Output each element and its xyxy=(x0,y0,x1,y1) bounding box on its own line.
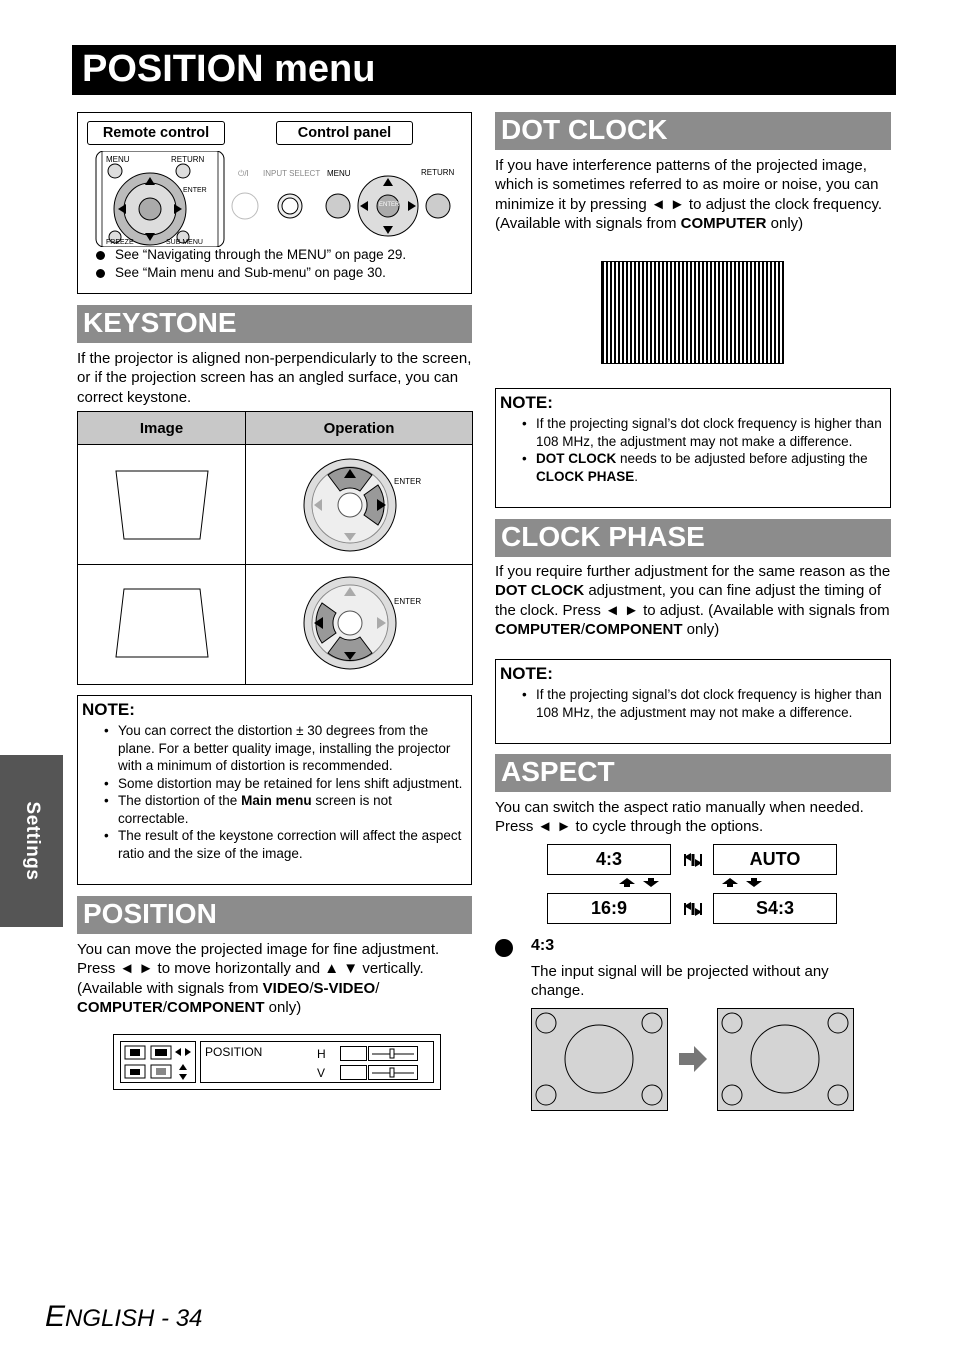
osd-v-label: V xyxy=(317,1066,326,1080)
aspect-option-auto: AUTO xyxy=(713,844,837,875)
clock-phase-description: If you require further adjustment for the same reason as the DOT CLOCK adjustment, you can fine adjust the timing of the clock. Press ◄ ► to adjust. (Available with signals from COMPUTER/COMPONENT only) xyxy=(495,563,891,638)
osd-v-slider xyxy=(368,1065,418,1080)
dot-clock-note-title: NOTE: xyxy=(500,393,553,412)
panel-power-key: ⏻/I xyxy=(238,169,249,178)
osd-v-value-box xyxy=(340,1065,367,1080)
osd-position-label: POSITION xyxy=(205,1045,263,1059)
keystone-note-item: • The result of the keystone correction will affect the aspect ratio and the size of the image. xyxy=(118,827,465,862)
keystone-note-title: NOTE: xyxy=(82,700,135,719)
keystone-trapezoid-top-wide xyxy=(78,445,245,559)
control-panel-label: Control panel xyxy=(276,121,413,145)
keystone-note-box xyxy=(77,695,472,885)
keystone-trapezoid-bottom-wide xyxy=(78,565,245,679)
osd-h-slider xyxy=(368,1046,418,1061)
keystone-heading: KEYSTONE xyxy=(77,305,472,343)
clock-phase-heading: CLOCK PHASE xyxy=(495,519,891,557)
dot-clock-note-item: • DOT CLOCK needs to be adjusted before adjusting the CLOCK PHASE. xyxy=(536,450,884,485)
aspect-item-bullet xyxy=(495,939,513,957)
remote-freeze-key: FREEZE xyxy=(106,239,134,245)
aspect-option-16-9: 16:9 xyxy=(547,893,671,924)
page-title: POSITION menu xyxy=(72,45,896,95)
clock-phase-note-title: NOTE: xyxy=(500,664,553,683)
remote-menu-key: MENU xyxy=(106,155,130,164)
aspect-item-title: 4:3 xyxy=(531,937,555,954)
remote-return-key: RETURN xyxy=(171,155,205,164)
aspect-item-text: The input signal will be projected without any change. xyxy=(531,963,829,1000)
keystone-enter-label-2: ENTER xyxy=(394,597,422,606)
dot-clock-note-box xyxy=(495,388,891,508)
osd-h-label: H xyxy=(317,1047,326,1061)
aspect-option-4-3: 4:3 xyxy=(547,844,671,875)
osd-icon-panel xyxy=(120,1041,196,1083)
remote-submenu-key: SUB MENU xyxy=(166,239,203,245)
nav-bullet-2: See “Main menu and Sub-menu” on page 30. xyxy=(96,264,386,282)
osd-adjust-panel xyxy=(200,1041,434,1083)
position-heading: POSITION xyxy=(77,896,472,934)
keystone-col-image: Image xyxy=(78,412,246,445)
panel-enter-key: ENTER xyxy=(379,202,400,208)
panel-menu-key: MENU xyxy=(327,169,351,178)
position-osd xyxy=(113,1034,441,1090)
keystone-image-cell xyxy=(78,565,246,685)
side-tab-label: Settings xyxy=(21,801,43,881)
dot-clock-description: If you have interference patterns of the projected image, which is sometimes referred to as moire or noise, you can minimize it by pressing ◄ ► to adjust the clock frequency. (Available with signals from COMPUTER only) xyxy=(495,157,883,232)
panel-return-key: RETURN xyxy=(421,168,455,177)
osd-h-value-box xyxy=(340,1046,367,1061)
dot-clock-note-list xyxy=(500,415,884,485)
remote-enter-key: ENTER xyxy=(183,187,207,194)
aspect-description: You can switch the aspect ratio manually when needed. Press ◄ ► to cycle through the options. xyxy=(495,799,864,836)
keystone-note-item: • Some distortion may be retained for lens shift adjustment. xyxy=(118,775,465,793)
keystone-dpad-horizontal-icon xyxy=(246,565,472,679)
aspect-option-s4-3: S4:3 xyxy=(713,893,837,924)
dot-clock-heading: DOT CLOCK xyxy=(495,112,891,150)
remote-control-label: Remote control xyxy=(87,121,225,145)
navigation-box xyxy=(77,112,472,294)
keystone-description: If the projector is aligned non-perpendicularly to the screen, or if the projection screen has an angled surface, you can correct keystone. xyxy=(77,350,472,406)
keystone-note-item: • The distortion of the Main menu screen is not correctable. xyxy=(118,792,465,827)
keystone-operation-cell xyxy=(246,445,473,565)
keystone-col-operation: Operation xyxy=(246,412,473,445)
keystone-operation-cell xyxy=(246,565,473,685)
remote-control-illustration xyxy=(93,151,228,247)
clock-phase-note-item: • If the projecting signal’s dot clock frequency is higher than 108 MHz, the adjustment may not make a difference. xyxy=(536,686,884,721)
aspect-cycle-arrows xyxy=(547,844,837,926)
keystone-note-list xyxy=(82,722,465,862)
keystone-dpad-vertical-icon xyxy=(246,445,472,559)
keystone-enter-label-1: ENTER xyxy=(394,477,422,486)
control-panel-illustration xyxy=(228,168,458,248)
aspect-4-3-example xyxy=(531,1008,856,1112)
dot-clock-note-item: • If the projecting signal’s dot clock frequency is higher than 108 MHz, the adjustment may not make a difference. xyxy=(536,415,884,450)
moire-pattern-image xyxy=(601,261,784,364)
page-footer: ENGLISH - 34 xyxy=(45,1300,203,1333)
nav-bullet-1: See “Navigating through the MENU” on page 29. xyxy=(96,246,406,264)
position-description: You can move the projected image for fine adjustment. Press ◄ ► to move horizontally and ▲ ▼ vertically. (Available with signals from VIDEO/S-VIDEO/ COMPUTER/COMPONENT only) xyxy=(77,941,440,1016)
aspect-heading: ASPECT xyxy=(495,754,891,792)
panel-input-select-key: INPUT SELECT xyxy=(263,169,321,178)
keystone-image-cell xyxy=(78,445,246,565)
clock-phase-note-list xyxy=(500,686,884,721)
settings-side-tab xyxy=(0,755,63,927)
keystone-note-item: • You can correct the distortion ± 30 degrees from the plane. For a better quality image, installing the projector with a minimum of distortion is recommended. xyxy=(118,722,465,775)
clock-phase-note-box xyxy=(495,659,891,744)
osd-position-icons xyxy=(121,1042,195,1082)
keystone-table xyxy=(77,411,473,685)
